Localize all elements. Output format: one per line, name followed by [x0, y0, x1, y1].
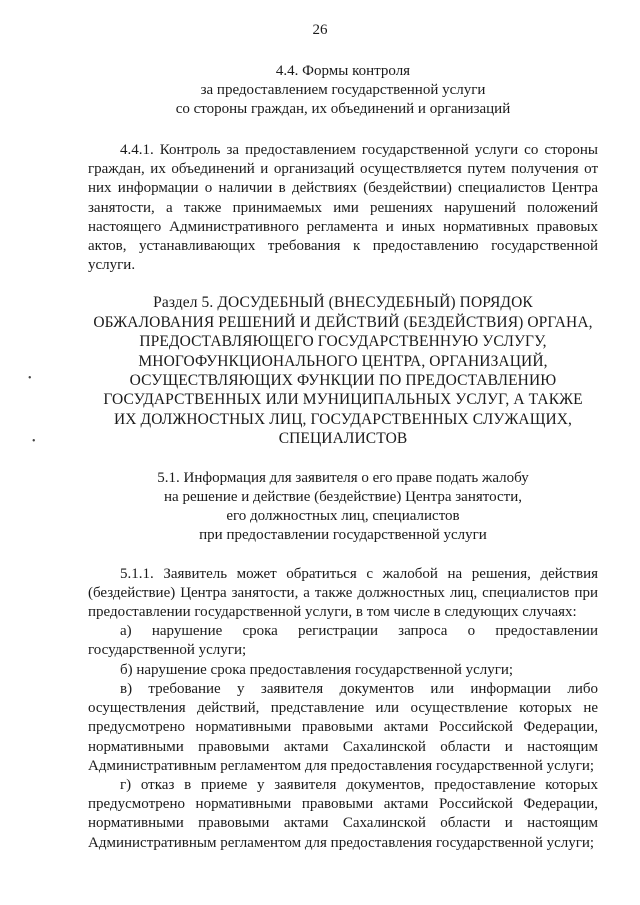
scan-speck: •	[32, 436, 36, 447]
list-item-v: в) требование у заявителя документов или информации либо осуществления действий, представление или осуществление которых не предусмотрено нормативными правовыми актами Российской Федерации, нормативными правовыми актами Сахалинской области и настоящим Административным регламентом для предоставления государственной услуги;	[88, 680, 598, 774]
title-line: МНОГОФУНКЦИОНАЛЬНОГО ЦЕНТРА, ОРГАНИЗАЦИЙ,	[138, 352, 548, 370]
list-item-a: а) нарушение срока регистрации запроса о предоставлении государственной услуги;	[88, 623, 598, 659]
heading-line: со стороны граждан, их объединений и организаций	[175, 101, 511, 117]
paragraph-4-4-1: 4.4.1. Контроль за предоставлением государственной услуги со стороны граждан, их объединений и организаций осуществляется путем получения от них информации о наличии в действиях (бездействии) специалистов Центра занятости, а также принимаемых ими решениях нарушений положений настоящего Административного регламента и иных нормативных правовых актов, устанавливающих требования к предоставлению государственной услуги.	[88, 142, 598, 274]
page-number: 26	[312, 22, 328, 38]
title-line: ОБЖАЛОВАНИЯ РЕШЕНИЙ И ДЕЙСТВИЙ (БЕЗДЕЙСТВИЯ) ОРГАНА,	[93, 313, 593, 331]
heading-line: его должностных лиц, специалистов	[226, 507, 460, 524]
title-line: ПРЕДОСТАВЛЯЮЩЕГО ГОСУДАРСТВЕННУЮ УСЛУГУ,	[139, 333, 547, 351]
list-item-g: г) отказ в приеме у заявителя документов, предоставление которых предусмотрено нормативными правовыми актами Российской Федерации, нормативными правовыми актами Сахалинской области и настоящим Административным регламентом для предоставления государственной услуги;	[88, 776, 598, 851]
heading-line: 4.4. Формы контроля	[275, 63, 411, 79]
list-item-b: б) нарушение срока предоставления государственной услуги;	[120, 661, 514, 678]
section-4-4-heading	[88, 62, 598, 119]
heading-line: 5.1. Информация для заявителя о его праве подать жалобу	[157, 469, 529, 486]
title-line: ИХ ДОЛЖНОСТНЫХ ЛИЦ, ГОСУДАРСТВЕННЫХ СЛУЖАЩИХ,	[113, 410, 573, 428]
section-5-title	[88, 293, 598, 448]
heading-line: за предоставлением государственной услуги	[200, 82, 486, 98]
title-line: СПЕЦИАЛИСТОВ	[278, 430, 408, 448]
heading-line: на решение и действие (бездействие) Центра занятости,	[164, 488, 522, 505]
title-line: ОСУЩЕСТВЛЯЮЩИХ ФУНКЦИИ ПО ПРЕДОСТАВЛЕНИЮ	[129, 372, 557, 390]
scan-speck: •	[28, 373, 32, 384]
title-line: ГОСУДАРСТВЕННЫХ ИЛИ МУНИЦИПАЛЬНЫХ УСЛУГ, А ТАКЖЕ	[103, 391, 583, 409]
section-5-1-heading	[88, 469, 598, 545]
document-content	[88, 62, 598, 853]
title-line: Раздел 5. ДОСУДЕБНЫЙ (ВНЕСУДЕБНЫЙ) ПОРЯДОК	[153, 294, 533, 312]
paragraph-5-1-1: 5.1.1. Заявитель может обратиться с жалобой на решения, действия (бездействие) Центра занятости, а также должностных лиц, специалистов при предоставлении государственной услуги, в том числе в следующих случаях:	[88, 565, 598, 621]
heading-line: при предоставлении государственной услуги	[199, 526, 487, 543]
